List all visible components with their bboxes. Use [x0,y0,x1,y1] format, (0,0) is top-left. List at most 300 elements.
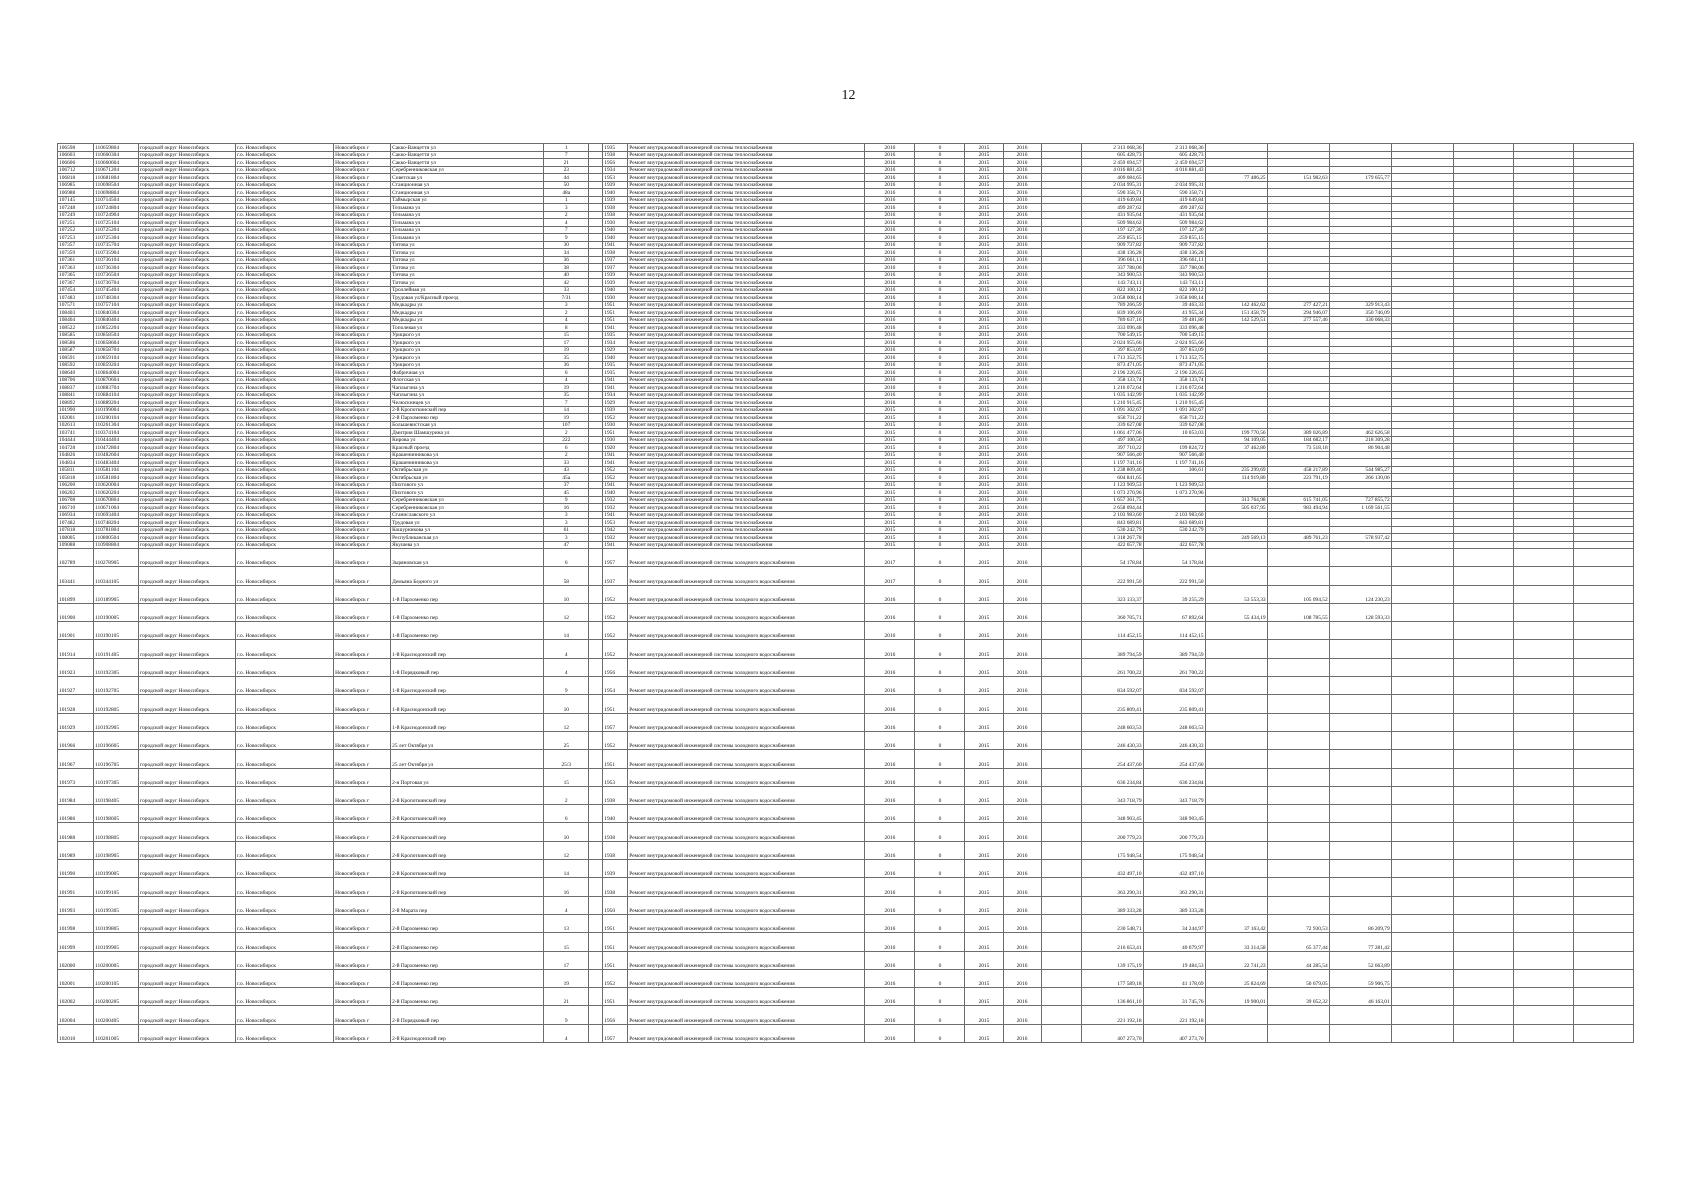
cell-house-id: 102001 [58,414,94,422]
cell-district: городской округ Новосибирск [139,331,236,339]
cell-cost-part-4 [1329,695,1391,713]
table-row [58,369,1634,377]
cell-total-cost: 248 603,53 [1081,713,1143,731]
cell-flag: 0 [915,406,965,414]
cell-flag: 0 [915,731,965,749]
cell-municipality: г.о. Новосибирск [236,640,334,658]
cell-street: Фабричная ул [391,369,544,377]
cell-cost-part-4 [1329,713,1391,731]
cell-cost-part-3 [1267,286,1329,294]
cell-blank-4 [1573,603,1633,621]
cell-street: Сакко-Ванцетти ул [391,144,544,152]
cell-district: городской округ Новосибирск [139,226,236,234]
cell-year-built: 1941 [603,384,628,392]
cell-period-start: 2015 [965,369,1003,377]
cell-building [589,474,603,482]
cell-municipality: г.о. Новосибирск [236,294,334,302]
cell-cost-part-2 [1205,1006,1267,1024]
cell-municipality: г.о. Новосибирск [236,933,334,951]
cell-total-cost: 1 035 142,99 [1081,391,1143,399]
cell-city: Новосибирск г [334,421,391,429]
cell-period-end: 2016 [1003,309,1041,317]
cell-blank-1 [1391,786,1453,804]
cell-reg-number: 110736104 [94,256,139,264]
cell-blank-2 [1453,451,1513,459]
cell-cost-part-2 [1205,658,1267,676]
cell-cost-part-3 [1267,860,1329,878]
cell-district: городской округ Новосибирск [139,354,236,362]
cell-city: Новосибирск г [334,279,391,287]
cell-district: городской округ Новосибирск [139,286,236,294]
cell-house-number: 107 [544,421,589,429]
cell-period-end: 2016 [1003,286,1041,294]
table-row [58,526,1634,534]
cell-period-end: 2016 [1003,1006,1041,1024]
cell-plan-year: 2016 [865,241,915,249]
cell-blank-3 [1513,534,1573,542]
cell-flag: 0 [915,1024,965,1042]
cell-spacer [1041,249,1081,257]
cell-district: городской округ Новосибирск [139,466,236,474]
cell-period-end: 2016 [1003,384,1041,392]
cell-house-number: 17 [544,951,589,969]
cell-plan-year: 2016 [865,933,915,951]
table-row [58,144,1634,152]
cell-municipality: г.о. Новосибирск [236,211,334,219]
cell-cost-part-4 [1329,256,1391,264]
table-row [58,346,1634,354]
cell-blank-4 [1573,406,1633,414]
cell-cost-part-2 [1205,786,1267,804]
cell-city: Новосибирск г [334,969,391,987]
cell-city: Новосибирск г [334,622,391,640]
cell-blank-3 [1513,1006,1573,1024]
cell-period-start: 2015 [965,896,1003,914]
cell-period-start: 2015 [965,519,1003,527]
cell-reg-number: 110199105 [94,878,139,896]
cell-district: городской округ Новосибирск [139,567,236,585]
cell-blank-3 [1513,677,1573,695]
cell-cost-part-2 [1205,549,1267,567]
cell-blank-1 [1391,459,1453,467]
cell-street: 2-й Пархоменко пер [391,951,544,969]
table-row [58,914,1634,932]
cell-house-id: 101901 [58,622,94,640]
cell-work-type: Ремонт внутридомовой инженерной системы теплоснабжения [628,429,865,437]
cell-house-id: 106200 [58,481,94,489]
cell-street: Октябрьская ул [391,474,544,482]
cell-period-end: 2016 [1003,695,1041,713]
cell-blank-1 [1391,567,1453,585]
cell-blank-2 [1453,1006,1513,1024]
cell-city: Новосибирск г [334,436,391,444]
cell-city: Новосибирск г [334,988,391,1006]
cell-year-built: 1941 [603,376,628,384]
cell-work-type: Ремонт внутридомовой инженерной системы холодного водоснабжения [628,786,865,804]
cell-building [589,534,603,542]
cell-blank-4 [1573,249,1633,257]
table-row [58,429,1634,437]
cell-cost-part-3 [1267,459,1329,467]
cell-period-start: 2015 [965,640,1003,658]
cell-cost-part-4 [1329,549,1391,567]
table-row [58,174,1634,182]
cell-municipality: г.о. Новосибирск [236,166,334,174]
cell-spacer [1041,429,1081,437]
cell-work-type: Ремонт внутридомовой инженерной системы теплоснабжения [628,466,865,474]
cell-blank-3 [1513,406,1573,414]
cell-house-number: 12 [544,603,589,621]
cell-district: городской округ Новосибирск [139,249,236,257]
cell-year-built: 1941 [603,481,628,489]
cell-building [589,166,603,174]
cell-cost-part-1 [1143,496,1205,504]
cell-cost-part-4: 1 169 561,55 [1329,504,1391,512]
cell-cost-part-3 [1267,406,1329,414]
cell-blank-1 [1391,339,1453,347]
table-row [58,519,1634,527]
cell-cost-part-4: 727 855,72 [1329,496,1391,504]
cell-blank-4 [1573,541,1633,549]
cell-blank-3 [1513,519,1573,527]
cell-district: городской округ Новосибирск [139,768,236,786]
cell-municipality: г.о. Новосибирск [236,384,334,392]
cell-district: городской округ Новосибирск [139,969,236,987]
cell-blank-2 [1453,234,1513,242]
cell-cost-part-2 [1205,204,1267,212]
cell-house-id: 101998 [58,914,94,932]
cell-house-id: 105811 [58,466,94,474]
cell-year-built: 1941 [603,541,628,549]
cell-municipality: г.о. Новосибирск [236,504,334,512]
cell-cost-part-3 [1267,204,1329,212]
cell-year-built: 1952 [603,640,628,658]
cell-period-start: 2015 [965,324,1003,332]
cell-flag: 0 [915,159,965,167]
cell-house-number: 7 [544,151,589,159]
table-row [58,271,1634,279]
cell-period-end: 2016 [1003,226,1041,234]
cell-year-built: 1940 [603,189,628,197]
cell-reg-number: 110192905 [94,713,139,731]
cell-blank-1 [1391,174,1453,182]
cell-blank-2 [1453,294,1513,302]
cell-blank-4 [1573,436,1633,444]
cell-cost-part-3: 44 285,54 [1267,951,1329,969]
cell-work-type: Ремонт внутридомовой инженерной системы холодного водоснабжения [628,713,865,731]
cell-year-built: 1951 [603,429,628,437]
cell-flag: 0 [915,489,965,497]
cell-cost-part-3 [1267,324,1329,332]
cell-house-id: 106710 [58,504,94,512]
cell-cost-part-3 [1267,841,1329,859]
cell-reg-number: 110736504 [94,271,139,279]
cell-year-built: 1954 [603,677,628,695]
cell-year-built: 1956 [603,658,628,676]
cell-flag: 0 [915,391,965,399]
table-row [58,933,1634,951]
cell-cost-part-4 [1329,677,1391,695]
cell-flag: 0 [915,421,965,429]
cell-blank-4 [1573,768,1633,786]
cell-blank-1 [1391,640,1453,658]
cell-street: Тельмана ул [391,204,544,212]
cell-cost-part-1: 397 853,09 [1143,346,1205,354]
cell-cost-part-3 [1267,264,1329,272]
cell-year-built: 1938 [603,211,628,219]
table-row [58,459,1634,467]
cell-house-number: 2 [544,786,589,804]
cell-street: Зыряновская ул [391,549,544,567]
cell-reg-number: 110671204 [94,166,139,174]
cell-cost-part-4 [1329,211,1391,219]
cell-cost-part-1: 396 661,11 [1143,256,1205,264]
cell-work-type: Ремонт внутридомовой инженерной системы холодного водоснабжения [628,969,865,987]
cell-flag: 0 [915,695,965,713]
cell-period-start: 2015 [965,451,1003,459]
cell-cost-part-1: 39 481,86 [1143,316,1205,324]
cell-blank-2 [1453,414,1513,422]
cell-blank-4 [1573,933,1633,951]
table-row [58,241,1634,249]
cell-reg-number: 110681804 [94,174,139,182]
cell-house-id: 101967 [58,750,94,768]
cell-year-built: 1952 [603,969,628,987]
cell-blank-2 [1453,241,1513,249]
cell-reg-number: 110472804 [94,444,139,452]
cell-spacer [1041,294,1081,302]
cell-work-type: Ремонт внутридомовой инженерной системы теплоснабжения [628,256,865,264]
cell-flag: 0 [915,444,965,452]
cell-house-number: 33 [544,459,589,467]
cell-cost-part-3 [1267,151,1329,159]
cell-plan-year: 2015 [865,406,915,414]
table-row [58,860,1634,878]
cell-flag: 0 [915,534,965,542]
cell-building [589,346,603,354]
cell-blank-1 [1391,496,1453,504]
cell-cost-part-4 [1329,414,1391,422]
cell-plan-year: 2016 [865,211,915,219]
cell-house-number: 3 [544,204,589,212]
cell-city: Новосибирск г [334,933,391,951]
cell-spacer [1041,451,1081,459]
cell-blank-4 [1573,988,1633,1006]
cell-cost-part-2 [1205,878,1267,896]
cell-street: Титова ул [391,256,544,264]
cell-reg-number: 110278905 [94,549,139,567]
cell-blank-4 [1573,823,1633,841]
cell-street: Чаплыгина ул [391,391,544,399]
cell-cost-part-4 [1329,489,1391,497]
cell-work-type: Ремонт внутридомовой инженерной системы теплоснабжения [628,541,865,549]
cell-year-built: 1951 [603,750,628,768]
cell-blank-1 [1391,234,1453,242]
cell-blank-4 [1573,534,1633,542]
cell-building [589,271,603,279]
cell-blank-2 [1453,181,1513,189]
cell-house-id: 108005 [58,534,94,542]
cell-period-end: 2016 [1003,1024,1041,1042]
cell-house-number: 16 [544,504,589,512]
cell-municipality: г.о. Новосибирск [236,534,334,542]
cell-municipality: г.о. Новосибирск [236,489,334,497]
cell-blank-1 [1391,331,1453,339]
cell-blank-1 [1391,279,1453,287]
cell-cost-part-1: 333 096,48 [1143,324,1205,332]
cell-municipality: г.о. Новосибирск [236,339,334,347]
cell-cost-part-2 [1205,294,1267,302]
cell-house-number: 45а [544,474,589,482]
cell-year-built: 1932 [603,504,628,512]
cell-municipality: г.о. Новосибирск [236,181,334,189]
cell-municipality: г.о. Новосибирск [236,658,334,676]
cell-street: Урицкого ул [391,354,544,362]
cell-blank-1 [1391,585,1453,603]
cell-city: Новосибирск г [334,369,391,377]
cell-flag: 0 [915,474,965,482]
cell-house-number: 6 [544,549,589,567]
cell-flag: 0 [915,713,965,731]
cell-plan-year: 2015 [865,489,915,497]
cell-blank-1 [1391,951,1453,969]
cell-blank-1 [1391,286,1453,294]
cell-house-number: 34 [544,249,589,257]
cell-blank-3 [1513,294,1573,302]
cell-blank-1 [1391,189,1453,197]
cell-period-start: 2015 [965,481,1003,489]
cell-period-start: 2015 [965,414,1003,422]
cell-period-start: 2015 [965,301,1003,309]
cell-spacer [1041,376,1081,384]
cell-spacer [1041,567,1081,585]
cell-period-start: 2015 [965,786,1003,804]
cell-municipality: г.о. Новосибирск [236,144,334,152]
cell-year-built: 1951 [603,951,628,969]
cell-blank-1 [1391,211,1453,219]
cell-period-end: 2016 [1003,241,1041,249]
cell-spacer [1041,1006,1081,1024]
table-row [58,376,1634,384]
cell-work-type: Ремонт внутридомовой инженерной системы теплоснабжения [628,519,865,527]
cell-city: Новосибирск г [334,414,391,422]
cell-cost-part-3: 615 741,05 [1267,496,1329,504]
cell-municipality: г.о. Новосибирск [236,174,334,182]
cell-period-start: 2015 [965,256,1003,264]
cell-year-built: 1930 [603,436,628,444]
cell-plan-year: 2016 [865,301,915,309]
cell-cost-part-1: 306,61 [1143,466,1205,474]
cell-blank-1 [1391,376,1453,384]
cell-blank-4 [1573,316,1633,324]
cell-municipality: г.о. Новосибирск [236,376,334,384]
cell-blank-2 [1453,511,1513,519]
cell-blank-4 [1573,1006,1633,1024]
cell-blank-4 [1573,391,1633,399]
cell-total-cost: 333 096,48 [1081,324,1143,332]
cell-blank-3 [1513,256,1573,264]
cell-cost-part-2 [1205,331,1267,339]
cell-blank-3 [1513,1024,1573,1042]
cell-reg-number: 110735904 [94,249,139,257]
cell-city: Новосибирск г [334,241,391,249]
cell-blank-4 [1573,429,1633,437]
cell-blank-1 [1391,196,1453,204]
cell-district: городской округ Новосибирск [139,731,236,749]
cell-district: городской округ Новосибирск [139,219,236,227]
cell-period-start: 2015 [965,567,1003,585]
cell-plan-year: 2015 [865,519,915,527]
cell-blank-2 [1453,376,1513,384]
cell-building [589,324,603,332]
cell-district: городской округ Новосибирск [139,914,236,932]
cell-cost-part-3 [1267,391,1329,399]
cell-house-number: 222 [544,436,589,444]
cell-cost-part-2 [1205,354,1267,362]
cell-work-type: Ремонт внутридомовой инженерной системы теплоснабжения [628,444,865,452]
cell-house-id: 106708 [58,496,94,504]
cell-cost-part-4: 350 746,09 [1329,309,1391,317]
table-body [58,144,1634,1043]
cell-cost-part-4: 128 593,33 [1329,603,1391,621]
cell-flag: 0 [915,526,965,534]
cell-spacer [1041,677,1081,695]
cell-total-cost: 700 549,15 [1081,331,1143,339]
cell-district: городской округ Новосибирск [139,750,236,768]
cell-period-start: 2015 [965,860,1003,878]
table-row [58,331,1634,339]
cell-cost-part-4 [1329,406,1391,414]
cell-house-number: 36 [544,361,589,369]
cell-city: Новосибирск г [334,256,391,264]
cell-building [589,399,603,407]
cell-district: городской округ Новосибирск [139,204,236,212]
cell-total-cost: 1 061 477,06 [1081,429,1143,437]
cell-cost-part-4: 124 230,23 [1329,585,1391,603]
cell-flag: 0 [915,414,965,422]
cell-period-start: 2015 [965,151,1003,159]
cell-period-end: 2016 [1003,354,1041,362]
cell-reg-number: 110581104 [94,466,139,474]
cell-blank-4 [1573,324,1633,332]
cell-cost-part-3 [1267,640,1329,658]
cell-cost-part-4 [1329,376,1391,384]
cell-period-start: 2015 [965,951,1003,969]
cell-building [589,451,603,459]
cell-blank-2 [1453,731,1513,749]
cell-blank-2 [1453,622,1513,640]
cell-district: городской округ Новосибирск [139,496,236,504]
table-row [58,249,1634,257]
cell-spacer [1041,541,1081,549]
cell-total-cost: 177 589,18 [1081,969,1143,987]
cell-blank-4 [1573,481,1633,489]
cell-period-start: 2015 [965,541,1003,549]
cell-blank-3 [1513,451,1573,459]
cell-city: Новосибирск г [334,406,391,414]
cell-district: городской округ Новосибирск [139,324,236,332]
cell-total-cost: 1 197 741,16 [1081,459,1143,467]
cell-period-end: 2016 [1003,369,1041,377]
cell-municipality: г.о. Новосибирск [236,585,334,603]
cell-district: городской округ Новосибирск [139,585,236,603]
cell-street: 2-я Портовая ул [391,768,544,786]
cell-blank-4 [1573,914,1633,932]
cell-building [589,151,603,159]
cell-house-id: 108892 [58,399,94,407]
cell-cost-part-1: 909 737,82 [1143,241,1205,249]
cell-spacer [1041,279,1081,287]
